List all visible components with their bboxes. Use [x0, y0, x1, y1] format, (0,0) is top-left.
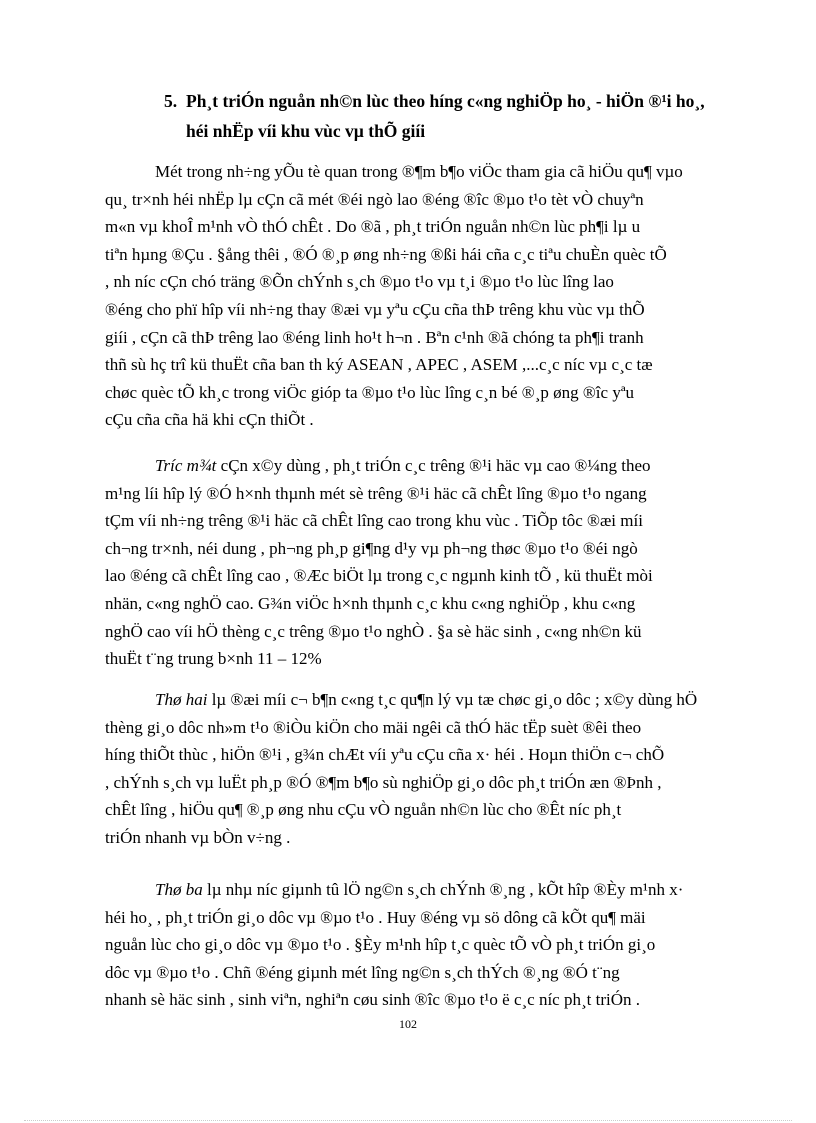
text-line: ch¬ng tr×nh, néi dung , ph¬ng ph¸p gi¶ng d¹y vµ ph¬ng thøc ®µo t¹o ®éi ngò	[105, 538, 638, 558]
text-line: chøc quèc tÕ kh¸c trong viÖc gióp ta ®µo t¹o lùc lîng c¸n bé ®¸p øng ®îc yªu	[105, 382, 635, 402]
paragraph-2	[105, 452, 771, 673]
text-line: nghÖ cao víi hÖ thèng c¸c trêng ®µo t¹o nghÒ . §a sè häc sinh , c«ng nh©n kü	[105, 621, 642, 641]
text-line: thuËt t¨ng trung b×nh 11 – 12%	[105, 649, 322, 669]
text-line	[155, 686, 771, 714]
section-heading	[164, 86, 794, 146]
text-line	[155, 452, 771, 480]
text-run: lµ nhµ níc giµnh tû lÖ ng©n s¸ch chÝnh ®¸ng , kÕt hîp ®Èy m¹nh x·	[202, 880, 684, 899]
text-line: thñ sù hç trî kü thuËt cña ban th ký ASEAN , APEC , ASEM ,...c¸c níc vµ c¸c tæ	[105, 355, 653, 375]
lead-phrase: Thø hai	[155, 690, 208, 709]
text-line: cÇu cña cña hä khi cÇn thiÕt .	[105, 410, 314, 430]
text-line: thèng gi¸o dôc nh»m t¹o ®iÒu kiÖn cho mäi ngêi cã thÓ häc tËp suèt ®êi theo	[105, 717, 642, 737]
text-line: híng thiÕt thùc , hiÖn ®¹i , g¾n chÆt víi yªu cÇu cña x· héi . Hoµn thiÖn c¬ chÕ	[105, 745, 665, 765]
paragraph-3	[105, 686, 771, 852]
text-line: triÓn nhanh vµ bÒn v÷ng .	[105, 827, 291, 847]
text-line: lao ®éng cã chÊt lîng cao , ®Æc biÖt lµ trong c¸c ngµnh kinh tÕ , kü thuËt mòi	[105, 566, 653, 586]
text-line: giíi , cÇn cã thÞ trêng lao ®éng linh ho¹t h¬n . Bªn c¹nh ®ã chóng ta ph¶i tranh	[105, 327, 644, 347]
text-line: m¹ng líi hîp lý ®Ó h×nh thµnh mét sè trêng ®¹i häc cã chÊt lîng ®µo t¹o ngang	[105, 483, 647, 503]
text-line	[155, 876, 771, 904]
text-line: dôc vµ ®µo t¹o . Chñ ®éng giµnh mét lîng ng©n s¸ch thÝch ®¸ng ®Ó t¨ng	[105, 962, 620, 982]
text-line: nhän, c«ng nghÖ cao. G¾n viÖc h×nh thµnh c¸c khu c«ng nghiÖp , khu c«ng	[105, 593, 636, 613]
text-line: m«n vµ khoÎ m¹nh vÒ thÓ chÊt . Do ®ã , ph¸t triÓn nguån nh©n lùc ph¶i lµ u	[105, 217, 641, 237]
text-line: ®éng cho phï hîp víi nh÷ng thay ®æi vµ yªu cÇu cña thÞ trêng khu vùc vµ thÕ	[105, 299, 645, 319]
page-number: 102	[399, 1017, 417, 1031]
text-line: tÇm víi nh÷ng trêng ®¹i häc cã chÊt lîng cao trong khu vùc . TiÕp tôc ®æi míi	[105, 511, 643, 531]
text-run: lµ ®æi míi c¬ b¶n c«ng t¸c qu¶n lý vµ tæ chøc gi¸o dôc ; x©y dùng hÖ	[207, 690, 698, 709]
lead-phrase: Tríc m¾t	[155, 456, 217, 475]
text-line: , chÝnh s¸ch vµ luËt ph¸p ®Ó ®¶m b¶o sù nghiÖp gi¸o dôc ph¸t triÓn æn ®Þnh ,	[105, 772, 662, 792]
text-run: cÇn x©y dùng , ph¸t triÓn c¸c trêng ®¹i häc vµ cao ®¼ng theo	[216, 456, 651, 475]
text-line: nguån lùc cho gi¸o dôc vµ ®µo t¹o . §Èy m¹nh hîp t¸c quèc tÕ vÒ ph¸t triÓn gi¸o	[105, 935, 656, 955]
heading-line: Ph¸t triÓn nguån nh©n lùc theo híng c«ng nghiÖp ho¸ - hiÖn ®¹i ho¸,	[186, 91, 705, 111]
text-line: héi ho¸ , ph¸t triÓn gi¸o dôc vµ ®µo t¹o . Huy ®éng vµ sö dông cã kÕt qu¶ mäi	[105, 907, 646, 927]
lead-phrase: Thø ba	[155, 880, 203, 899]
paragraph-4	[105, 876, 771, 1014]
text-line: , nh níc cÇn chó träng ®Õn chÝnh s¸ch ®µo t¹o vµ t¸i ®µo t¹o lùc lîng lao	[105, 272, 614, 292]
page-bottom-divider	[24, 1120, 792, 1121]
paragraph-1	[105, 158, 771, 434]
text-line: chÊt lîng , hiÖu qu¶ ®¸p øng nhu cÇu vÒ nguån nh©n lùc cho ®Êt níc ph¸t	[105, 800, 622, 820]
section-number: 5.	[164, 91, 178, 111]
text-line: nhanh sè häc sinh , sinh viªn, nghiªn cøu sinh ®îc ®µo t¹o ë c¸c níc ph¸t triÓn .	[105, 990, 640, 1010]
heading-line: héi nhËp víi khu vùc vµ thÕ giíi	[186, 121, 426, 141]
text-line: qu¸ tr×nh héi nhËp lµ cÇn cã mét ®éi ngò lao ®éng ®îc ®µo t¹o tèt vÒ chuyªn	[105, 189, 644, 209]
text-line: tiªn hµng ®Çu . §ång thêi , ®Ó ®¸p øng nh÷ng ®ßi hái cña c¸c tiªu chuÈn quèc tÕ	[105, 244, 667, 264]
text-line: Mét trong nh÷ng yÕu tè quan trong ®¶m b¶o viÖc tham gia cã hiÖu qu¶ vµo	[155, 162, 683, 181]
